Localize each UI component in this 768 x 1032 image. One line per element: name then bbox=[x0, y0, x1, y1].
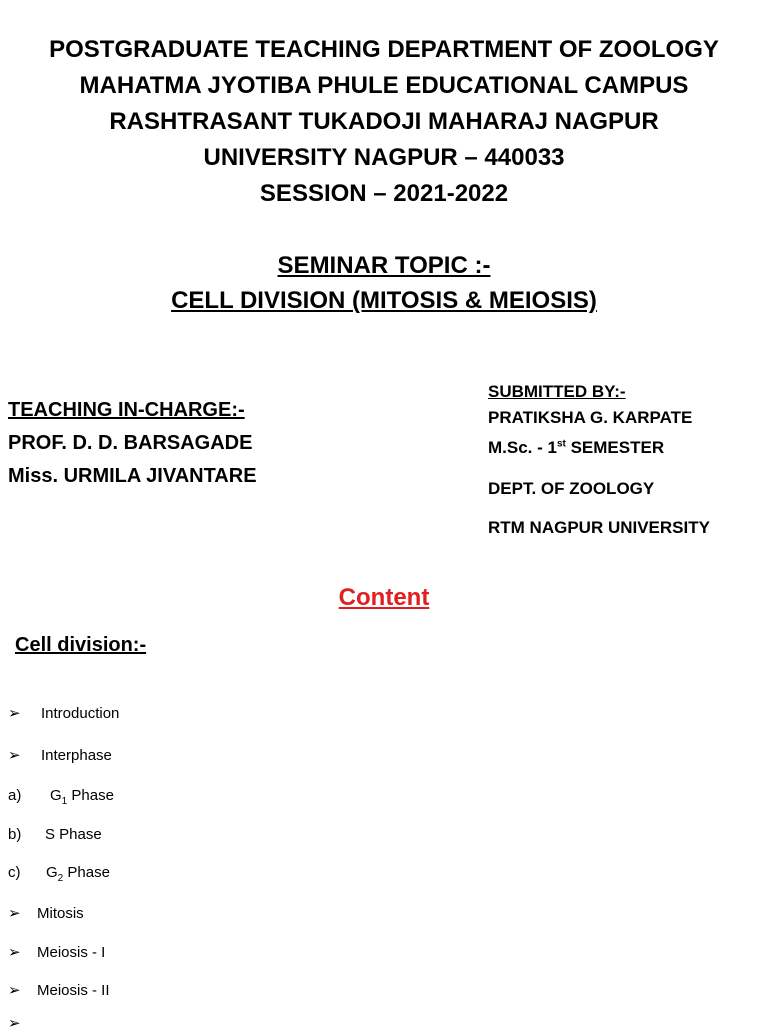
content-title: Content bbox=[338, 584, 430, 611]
submitter-course bbox=[488, 438, 664, 458]
submitter-department: DEPT. OF ZOOLOGY bbox=[488, 479, 655, 498]
list-item-g2-phase bbox=[8, 864, 110, 884]
submitter-course-sup: st bbox=[556, 438, 566, 450]
teaching-in-charge-label: TEACHING IN-CHARGE:- bbox=[8, 399, 245, 421]
list-item-partial bbox=[8, 1014, 32, 1032]
institution-header bbox=[0, 32, 768, 212]
teaching-in-charge-block bbox=[8, 394, 257, 493]
header-line-university-name: RASHTRASANT TUKADOJI MAHARAJ NAGPUR bbox=[109, 108, 659, 135]
list-item-marker: b) bbox=[8, 826, 22, 843]
phase-letter: G bbox=[50, 787, 62, 804]
list-item-label: Meiosis - II bbox=[37, 982, 110, 999]
seminar-topic-label: SEMINAR TOPIC :- bbox=[277, 252, 491, 279]
phase-suffix: Phase bbox=[63, 864, 110, 881]
list-item-introduction bbox=[8, 704, 119, 722]
arrow-bullet-icon: ➢ bbox=[8, 982, 21, 999]
cell-division-heading: Cell division:- bbox=[15, 634, 147, 656]
arrow-bullet-icon: ➢ bbox=[8, 944, 21, 961]
arrow-bullet-icon: ➢ bbox=[8, 1015, 21, 1032]
phase-letter: G bbox=[46, 864, 58, 881]
submitter-course-suffix: SEMESTER bbox=[565, 438, 665, 457]
header-line-campus: MAHATMA JYOTIBA PHULE EDUCATIONAL CAMPUS bbox=[79, 72, 689, 99]
header-line-university-city: UNIVERSITY NAGPUR – 440033 bbox=[203, 144, 565, 171]
phase-suffix: Phase bbox=[67, 787, 114, 804]
list-item-meiosis-2 bbox=[8, 981, 110, 999]
list-item-label bbox=[50, 787, 114, 807]
list-item-label: Meiosis - I bbox=[37, 944, 106, 961]
teaching-in-charge-name-1: PROF. D. D. BARSAGADE bbox=[8, 432, 253, 454]
list-item-label: Introduction bbox=[41, 705, 120, 722]
header-line-department: POSTGRADUATE TEACHING DEPARTMENT OF ZOOLOGY bbox=[49, 36, 719, 63]
list-item-interphase bbox=[8, 746, 112, 764]
list-item-g1-phase bbox=[8, 787, 114, 807]
list-item-label: S Phase bbox=[45, 826, 102, 843]
phase-subscript: 2 bbox=[57, 873, 64, 884]
submitted-by-label: SUBMITTED BY:- bbox=[488, 382, 626, 401]
list-item-s-phase bbox=[8, 826, 102, 843]
list-item-marker: a) bbox=[8, 787, 22, 804]
list-item-marker: c) bbox=[8, 864, 21, 881]
submitter-course-prefix: M.Sc. - 1 bbox=[488, 438, 557, 457]
submitter-name: PRATIKSHA G. KARPATE bbox=[488, 408, 693, 427]
arrow-bullet-icon: ➢ bbox=[8, 705, 21, 722]
seminar-topic-block bbox=[0, 248, 768, 318]
list-item-label: Mitosis bbox=[37, 905, 84, 922]
submitter-university: RTM NAGPUR UNIVERSITY bbox=[488, 518, 710, 537]
list-item-label bbox=[46, 864, 110, 884]
list-item-label: Interphase bbox=[41, 747, 112, 764]
phase-subscript: 1 bbox=[61, 796, 68, 807]
arrow-bullet-icon: ➢ bbox=[8, 747, 21, 764]
arrow-bullet-icon: ➢ bbox=[8, 905, 21, 922]
header-line-session: SESSION – 2021-2022 bbox=[259, 180, 509, 207]
list-item-meiosis-1 bbox=[8, 943, 105, 961]
teaching-in-charge-name-2: Miss. URMILA JIVANTARE bbox=[8, 465, 257, 487]
seminar-topic-title: CELL DIVISION (MITOSIS & MEIOSIS) bbox=[171, 287, 597, 314]
list-item-mitosis bbox=[8, 904, 84, 922]
